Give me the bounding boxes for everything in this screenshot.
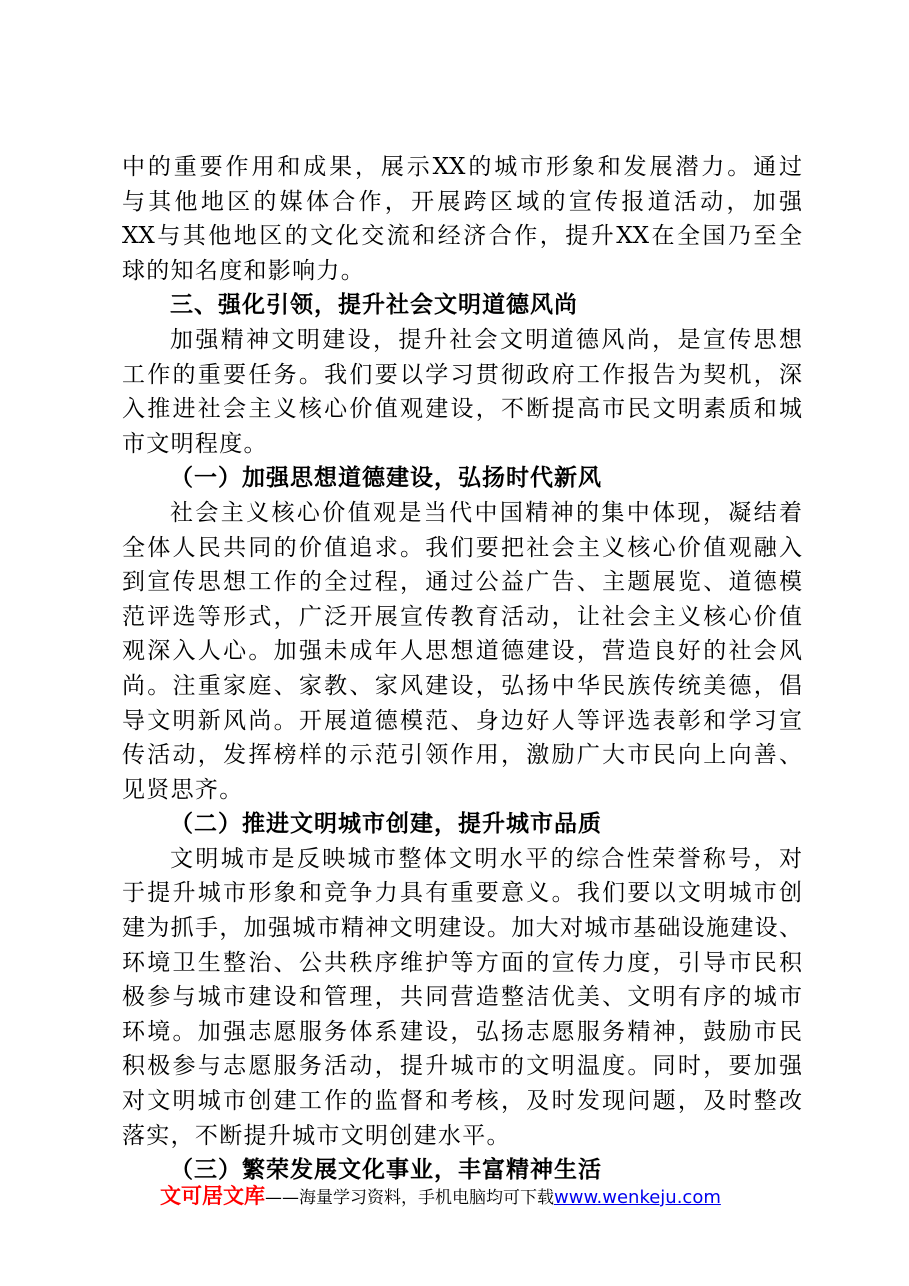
paragraph-line: 对文明城市创建工作的监督和考核，及时发现问题，及时整改 [122,1088,802,1115]
paragraph-line: 于提升城市形象和竞争力具有重要意义。我们要以文明城市创 [122,880,802,907]
paragraph-line: 见贤思齐。 [122,776,244,803]
brand-name: 文可居文库 [160,1184,265,1208]
subsection-heading: （二）推进文明城市创建，提升城市品质 [170,810,602,838]
subsection-heading: （三）繁荣发展文化事业，丰富精神生活 [170,1156,602,1184]
paragraph-line: 尚。注重家庭、家教、家风建设，弘扬中华民族传统美德，倡 [122,672,802,699]
paragraph-line: 环境。加强志愿服务体系建设，弘扬志愿服务精神，鼓励市民 [122,1018,802,1045]
footer-tagline: ——海量学习资料，手机电脑均可下载 [265,1188,554,1208]
paragraph-line: 入推进社会主义核心价值观建设，不断提高市民文明素质和城 [122,396,802,423]
paragraph-line: 加强精神文明建设，提升社会文明道德风尚，是宣传思想 [170,326,802,353]
paragraph-line: 工作的重要任务。我们要以学习贯彻政府工作报告为契机，深 [122,361,802,388]
paragraph-line: 文明城市是反映城市整体文明水平的综合性荣誉称号，对 [170,845,802,872]
subsection-heading: （一）加强思想道德建设，弘扬时代新风 [170,464,602,492]
paragraph-line: 极参与城市建设和管理，共同营造整洁优美、文明有序的城市 [122,984,802,1011]
paragraph-line: 中的重要作用和成果，展示XX的城市形象和发展潜力。通过 [122,154,802,180]
paragraph-line: 导文明新风尚。开展道德模范、身边好人等评选表彰和学习宣 [122,707,802,734]
document-body [122,150,802,1188]
paragraph-line: 传活动，发挥榜样的示范引领作用，激励广大市民向上向善、 [122,742,802,769]
paragraph-line: 社会主义核心价值观是当代中国精神的集中体现，凝结着 [170,499,802,526]
paragraph-line: 建为抓手，加强城市精神文明建设。加大对城市基础设施建设、 [122,915,802,942]
paragraph-line: 与其他地区的媒体合作，开展跨区域的宣传报道活动，加强 [122,188,802,215]
paragraph-line: 观深入人心。加强未成年人思想道德建设，营造良好的社会风 [122,638,802,665]
paragraph-line: 球的知名度和影响力。 [122,257,365,284]
website-link[interactable]: www.wenkeju.com [554,1187,721,1208]
paragraph-line: 范评选等形式，广泛开展宣传教育活动，让社会主义核心价值 [122,603,802,630]
paragraph-line: 全体人民共同的价值追求。我们要把社会主义核心价值观融入 [122,534,802,561]
paragraph-line: 落实，不断提升城市文明创建水平。 [122,1122,511,1149]
paragraph-line: XX与其他地区的文化交流和经济合作，提升XX在全国乃至全 [122,223,802,250]
footer-banner [160,1181,721,1211]
paragraph-line: 环境卫生整治、公共秩序维护等方面的宣传力度，引导市民积 [122,949,802,976]
paragraph-line: 到宣传思想工作的全过程，通过公益广告、主题展览、道德模 [122,569,802,596]
section-heading: 三、强化引领，提升社会文明道德风尚 [170,292,578,319]
paragraph-line: 市文明程度。 [122,430,268,457]
paragraph-line: 积极参与志愿服务活动，提升城市的文明温度。同时，要加强 [122,1053,802,1080]
